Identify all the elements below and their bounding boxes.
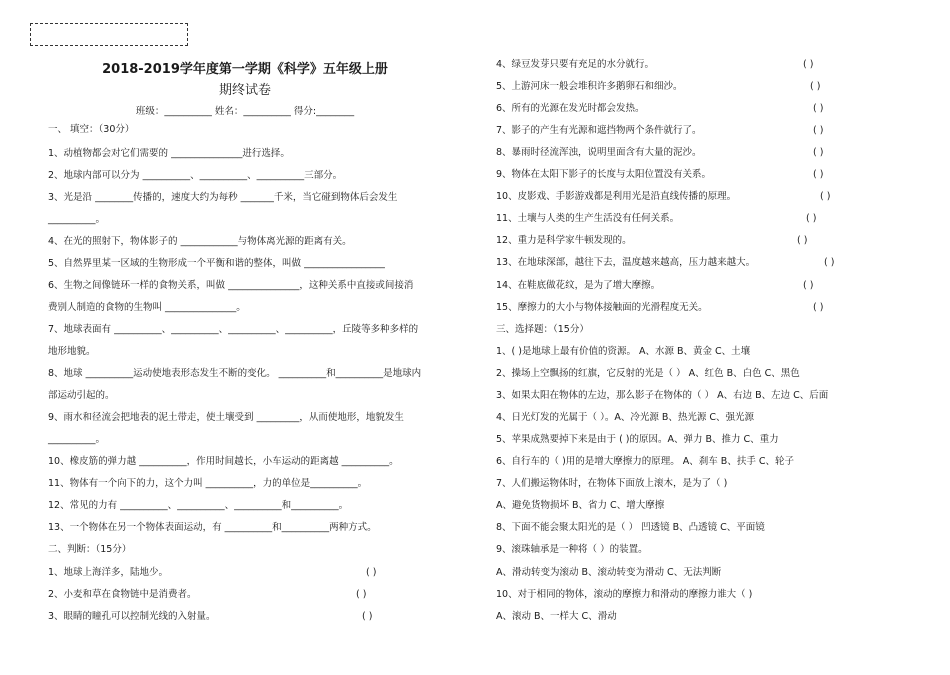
question-line: 5、自然界里某一区域的生物形成一个平衡和谐的整体，叫做 _________________ xyxy=(48,258,385,269)
question-line: 1、地球上海洋多，陆地少。 xyxy=(48,567,169,578)
exam-subtitle: 期终试卷 xyxy=(218,83,271,98)
answer-paren: ( ) xyxy=(803,280,814,291)
answer-paren: ( ) xyxy=(813,302,824,313)
question-line: 7、地球表面有 __________、__________、__________、__________，丘陵等多种多样的 xyxy=(48,324,419,335)
question-line: 8、地球 __________运动使地表形态发生不断的变化。 __________和__________是地球内 xyxy=(48,368,422,379)
question-line: 3、如果太阳在物体的左边，那么影子在物体的（ ） A、右边 B、左边 C、后面 xyxy=(496,390,829,401)
answer-paren: ( ) xyxy=(813,169,824,180)
question-line: 10、皮影戏、手影游戏都是利用光是沿直线传播的原理。 xyxy=(496,191,737,202)
question-line: 4、日光灯发的光属于（ ）。A、冷光源 B、热光源 C、强光源 xyxy=(496,412,755,423)
question-line: 部运动引起的。 xyxy=(48,390,115,401)
question-line: 二、判断：（15分） xyxy=(48,544,132,555)
question-line: 3、光是沿 ________传播的，速度大约为每秒 _______千米，当它碰到物体后会发生 xyxy=(48,192,398,203)
answer-paren: ( ) xyxy=(356,589,367,600)
question-line: A、滑动转变为滚动 B、滚动转变为滑动 C、无法判断 xyxy=(496,567,722,578)
question-line: 9、滚珠轴承是一种将（ ）的装置。 xyxy=(496,544,648,555)
question-line: 2、小麦和草在食物链中是消费者。 xyxy=(48,589,197,600)
question-line: 11、物体有一个向下的力，这个力叫 __________，力的单位是__________。 xyxy=(48,478,368,489)
question-line: 2、操场上空飘扬的红旗，它反射的光是（ ） A、红色 B、白色 C、黑色 xyxy=(496,368,800,379)
exam-title: 2018-2019学年度第一学期《科学》五年级上册 xyxy=(102,62,388,77)
question-line: 1、动植物都会对它们需要的 _______________进行选择。 xyxy=(48,148,290,159)
answer-paren: ( ) xyxy=(813,147,824,158)
question-line: 1、( )是地球上最有价值的资源。 A、水源 B、黄金 C、土壤 xyxy=(496,346,751,357)
answer-paren: ( ) xyxy=(803,59,814,70)
question-line: 5、上游河床一般会堆积许多鹅卵石和细沙。 xyxy=(496,81,683,92)
answer-paren: ( ) xyxy=(366,567,377,578)
question-line: 8、下面不能会聚太阳光的是（ ） 凹透镜 B、凸透镜 C、平面镜 xyxy=(496,522,765,533)
question-line: 5、苹果成熟要掉下来是由于 ( )的原因。A、弹力 B、推力 C、重力 xyxy=(496,434,779,445)
answer-paren: ( ) xyxy=(362,611,373,622)
answer-paren: ( ) xyxy=(806,213,817,224)
question-line: 10、橡皮筋的弹力越 __________，作用时间越长，小车运动的距离越 __________。 xyxy=(48,456,399,467)
answer-paren: ( ) xyxy=(813,125,824,136)
question-line: 一、 填空：（30分） xyxy=(48,124,135,135)
question-line: 13、在地球深部，越往下去，温度越来越高，压力越来越大。 xyxy=(496,257,756,268)
question-line: 8、暴雨时径流浑浊，说明里面含有大量的泥沙。 xyxy=(496,147,702,158)
question-line: 三、选择题：（15分） xyxy=(496,324,589,335)
question-line: 10、对于相同的物体，滚动的摩擦力和滑动的摩擦力谁大（ ) xyxy=(496,589,753,600)
question-line: 11、土壤与人类的生产生活没有任何关系。 xyxy=(496,213,680,224)
question-line: 13、一个物体在另一个物体表面运动，有 __________和__________两种方式。 xyxy=(48,522,377,533)
answer-paren: ( ) xyxy=(824,257,835,268)
question-line: 3、眼睛的瞳孔可以控制光线的入射量。 xyxy=(48,611,216,622)
question-line: 9、雨水和径流会把地表的泥土带走，使土壤受到 _________，从而使地形，地貌发生 xyxy=(48,412,404,423)
question-line: __________。 xyxy=(48,434,106,445)
question-line: A、滚动 B、一样大 C、滑动 xyxy=(496,611,617,622)
question-line: 6、生物之间像链环一样的食物关系，叫做 _______________，这种关系中直接或间接消 xyxy=(48,280,414,291)
question-line: 地形地貌。 xyxy=(48,346,96,357)
question-line: 12、重力是科学家牛顿发现的。 xyxy=(496,235,632,246)
question-line: 4、绿豆发芽只要有充足的水分就行。 xyxy=(496,59,655,70)
question-line: 4、在光的照射下，物体影子的 ____________与物体离光源的距离有关。 xyxy=(48,236,352,247)
question-line: 12、常见的力有 __________、__________、__________和__________。 xyxy=(48,500,349,511)
question-line: 9、物体在太阳下影子的长度与太阳位置没有关系。 xyxy=(496,169,712,180)
name-label-box xyxy=(30,23,188,46)
question-line: 14、在鞋底做花纹，是为了增大摩擦。 xyxy=(496,280,661,291)
question-line: 6、所有的光源在发光时都会发热。 xyxy=(496,103,645,114)
question-line: A、避免货物损坏 B、省力 C、增大摩擦 xyxy=(496,500,665,511)
question-line: __________。 xyxy=(48,214,106,225)
question-line: 2、地球内部可以分为 __________、__________、__________三部分。 xyxy=(48,170,343,181)
answer-paren: ( ) xyxy=(797,235,808,246)
question-line: 15、摩擦力的大小与物体接触面的光滑程度无关。 xyxy=(496,302,708,313)
question-line: 7、影子的产生有光源和遮挡物两个条件就行了。 xyxy=(496,125,702,136)
answer-paren: ( ) xyxy=(813,103,824,114)
answer-paren: ( ) xyxy=(810,81,821,92)
question-line: 6、自行车的（ )用的是增大摩擦力的原理。 A、刹车 B、扶手 C、轮子 xyxy=(496,456,794,467)
question-line: 7、人们搬运物体时，在物体下面放上滚木，是为了（ ) xyxy=(496,478,728,489)
question-line: 费别人制造的食物的生物叫 _______________。 xyxy=(48,302,246,313)
student-info-line: 班级：__________ 姓名：__________ 得分:________ xyxy=(135,106,355,117)
answer-paren: ( ) xyxy=(820,191,831,202)
